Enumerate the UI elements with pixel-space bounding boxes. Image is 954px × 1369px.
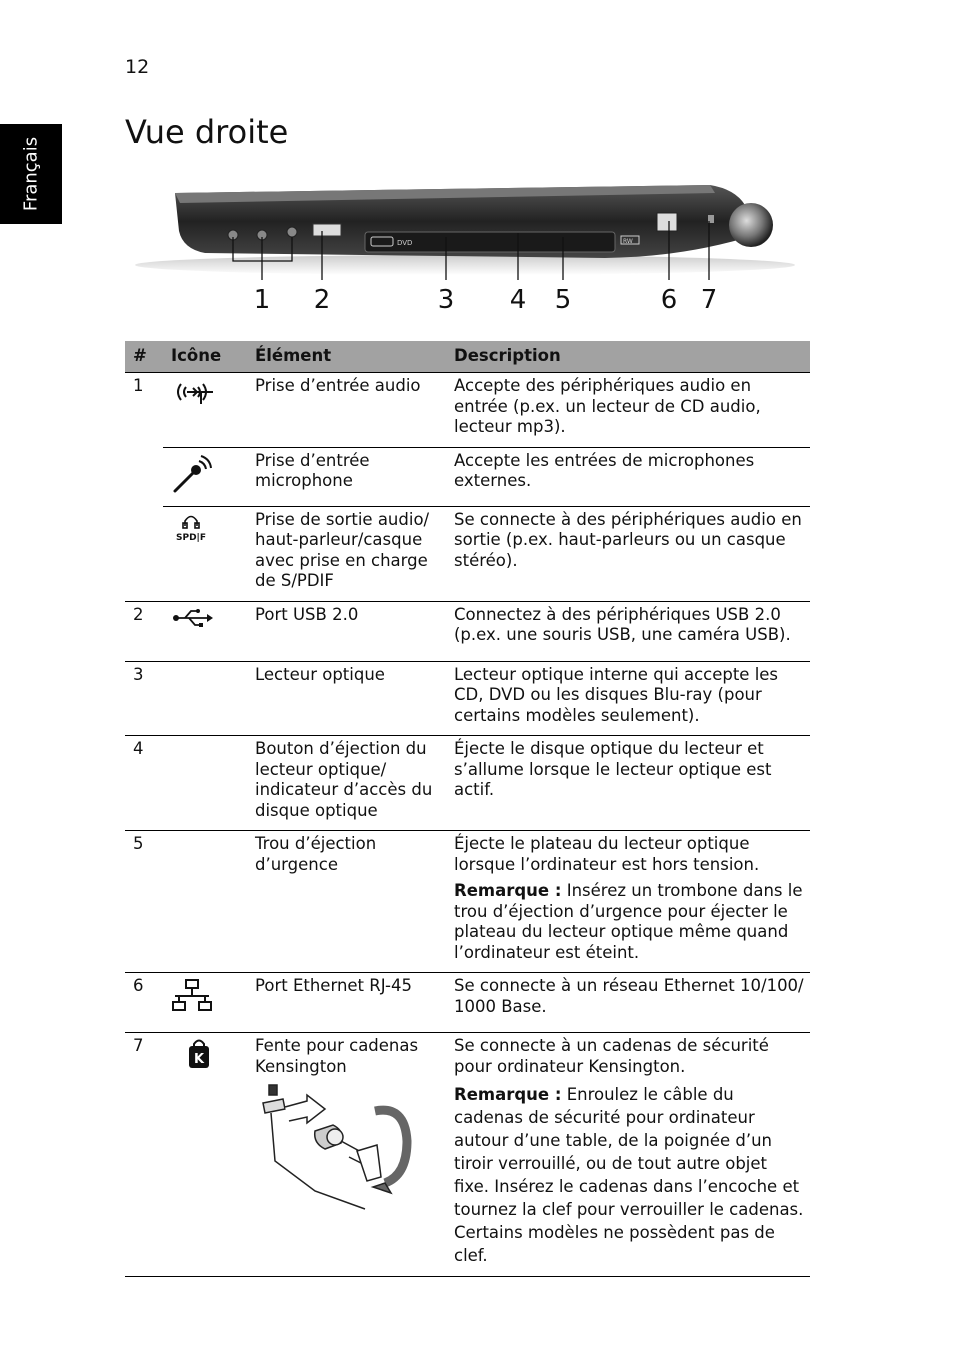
- headphone-spdif-icon: [171, 512, 213, 542]
- usb-icon: [171, 607, 213, 629]
- row-element: Bouton d’éjection du lecteur optique/ indicateur d’accès du disque optique: [247, 736, 446, 831]
- row-num: [125, 447, 163, 506]
- table-row: [125, 973, 810, 1033]
- callout-2: 2: [313, 285, 331, 315]
- header-description: Description: [446, 341, 810, 373]
- table-row: [125, 506, 810, 601]
- row-description: Se connecte à des périphériques audio en sortie (p.ex. haut-parleurs ou un casque stéréo).: [446, 506, 810, 601]
- audio-in-icon: [171, 378, 213, 406]
- table-row: [125, 831, 810, 973]
- ethernet-icon: [171, 978, 213, 1014]
- language-tab: [0, 124, 62, 224]
- callout-4: 4: [509, 285, 527, 315]
- row-description-cell: [446, 831, 810, 973]
- row-num: 5: [125, 831, 163, 973]
- row-description-cell: [446, 1033, 810, 1277]
- row-element: Prise d’entrée microphone: [247, 447, 446, 506]
- row-element: Port USB 2.0: [247, 601, 446, 661]
- icon-cell: [163, 736, 247, 831]
- icon-cell: [163, 447, 247, 506]
- page-number: 12: [125, 56, 150, 78]
- drive-label-dvd: DVD: [397, 239, 413, 247]
- callout-1: 1: [253, 285, 271, 315]
- table-row: [125, 373, 810, 448]
- row-num: [125, 506, 163, 601]
- laptop-right-side-figure: [125, 175, 810, 320]
- table-row: [125, 1033, 810, 1277]
- table-row: [125, 447, 810, 506]
- kensington-lock-icon: [171, 1038, 213, 1072]
- callout-5: 5: [554, 285, 572, 315]
- callout-3: 3: [437, 285, 455, 315]
- row-element: Fente pour cadenas Kensington: [255, 1036, 419, 1076]
- hinge-cap: [729, 203, 773, 247]
- row-num: 4: [125, 736, 163, 831]
- row-description: Éjecte le disque optique du lecteur et s’allume lorsque le lecteur optique est actif.: [446, 736, 810, 831]
- microphone-icon: [171, 453, 213, 495]
- row-description: Connectez à des périphériques USB 2.0 (p.ex. une souris USB, une caméra USB).: [446, 601, 810, 661]
- row-description: Lecteur optique interne qui accepte les CD, DVD ou les disques Blu-ray (pour certains modèles seulement).: [446, 661, 810, 736]
- drive-label-rw: RW: [623, 238, 633, 245]
- note-label: Remarque :: [454, 881, 562, 900]
- row-element: Prise de sortie audio/ haut-parleur/casque avec prise en charge de S/PDIF: [247, 506, 446, 601]
- row-note: [454, 1083, 804, 1267]
- row-description: Accepte des périphériques audio en entrée (p.ex. un lecteur de CD audio, lecteur mp3).: [454, 376, 761, 436]
- language-tab-label: Français: [20, 136, 42, 212]
- lock-letter: K: [193, 1052, 205, 1067]
- row-element-cell: [247, 1033, 446, 1277]
- page-title: Vue droite: [125, 113, 289, 151]
- spdif-label: SPD|F: [176, 532, 206, 542]
- icon-cell: [163, 373, 247, 448]
- headphone-port: [287, 227, 297, 237]
- laptop-shadow: [135, 255, 795, 275]
- icon-cell: [163, 601, 247, 661]
- icon-cell: [163, 831, 247, 973]
- row-num: 6: [125, 973, 163, 1033]
- icon-cell: [163, 1033, 247, 1277]
- row-description: Éjecte le plateau du lecteur optique lorsque l’ordinateur est hors tension.: [454, 834, 760, 874]
- usb-port: [313, 224, 341, 236]
- row-element: Prise d’entrée audio: [255, 376, 421, 395]
- icon-cell: [163, 506, 247, 601]
- callout-6: 6: [660, 285, 678, 315]
- note-label: Remarque :: [454, 1085, 562, 1104]
- row-num: 1: [133, 376, 144, 395]
- row-num: 2: [125, 601, 163, 661]
- note-text: Insérez un trombone dans le trou d’éjection d’urgence pour éjecter le plateau du lecteur optique même quand l’ordinateur est éteint.: [454, 881, 803, 962]
- row-element: Trou d’éjection d’urgence: [247, 831, 446, 973]
- row-description: Se connecte à un cadenas de sécurité pour ordinateur Kensington.: [454, 1036, 769, 1076]
- table-row: [125, 601, 810, 661]
- ports-table: [125, 341, 810, 1277]
- row-description: Se connecte à un réseau Ethernet 10/100/ 1000 Base.: [446, 973, 810, 1033]
- ethernet-port: [657, 213, 677, 231]
- laptop-side-illustration: [125, 175, 810, 320]
- icon-cell: [163, 973, 247, 1033]
- header-num: #: [125, 341, 163, 373]
- row-num: 3: [125, 661, 163, 736]
- table-header-row: [125, 341, 810, 373]
- row-description: Accepte les entrées de microphones externes.: [446, 447, 810, 506]
- row-note: [454, 881, 804, 963]
- note-text: Enroulez le câble du cadenas de sécurité pour ordinateur autour d’une table, de la poignée d’un tiroir verrouillé, ou de tout autre objet fixe. Insérez le cadenas dans l’encoche et tournez la clef pour verrouiller le cadenas. Certains modèles ne possèdent pas de clef.: [454, 1085, 804, 1265]
- table-row: [125, 736, 810, 831]
- header-icon: Icône: [163, 341, 247, 373]
- table-row: [125, 661, 810, 736]
- callout-7: 7: [700, 285, 718, 315]
- row-element: Port Ethernet RJ-45: [247, 973, 446, 1033]
- row-num: 7: [125, 1033, 163, 1277]
- icon-cell: [163, 661, 247, 736]
- kensington-lock-illustration: [255, 1081, 425, 1211]
- row-element: Lecteur optique: [247, 661, 446, 736]
- header-element: Élément: [247, 341, 446, 373]
